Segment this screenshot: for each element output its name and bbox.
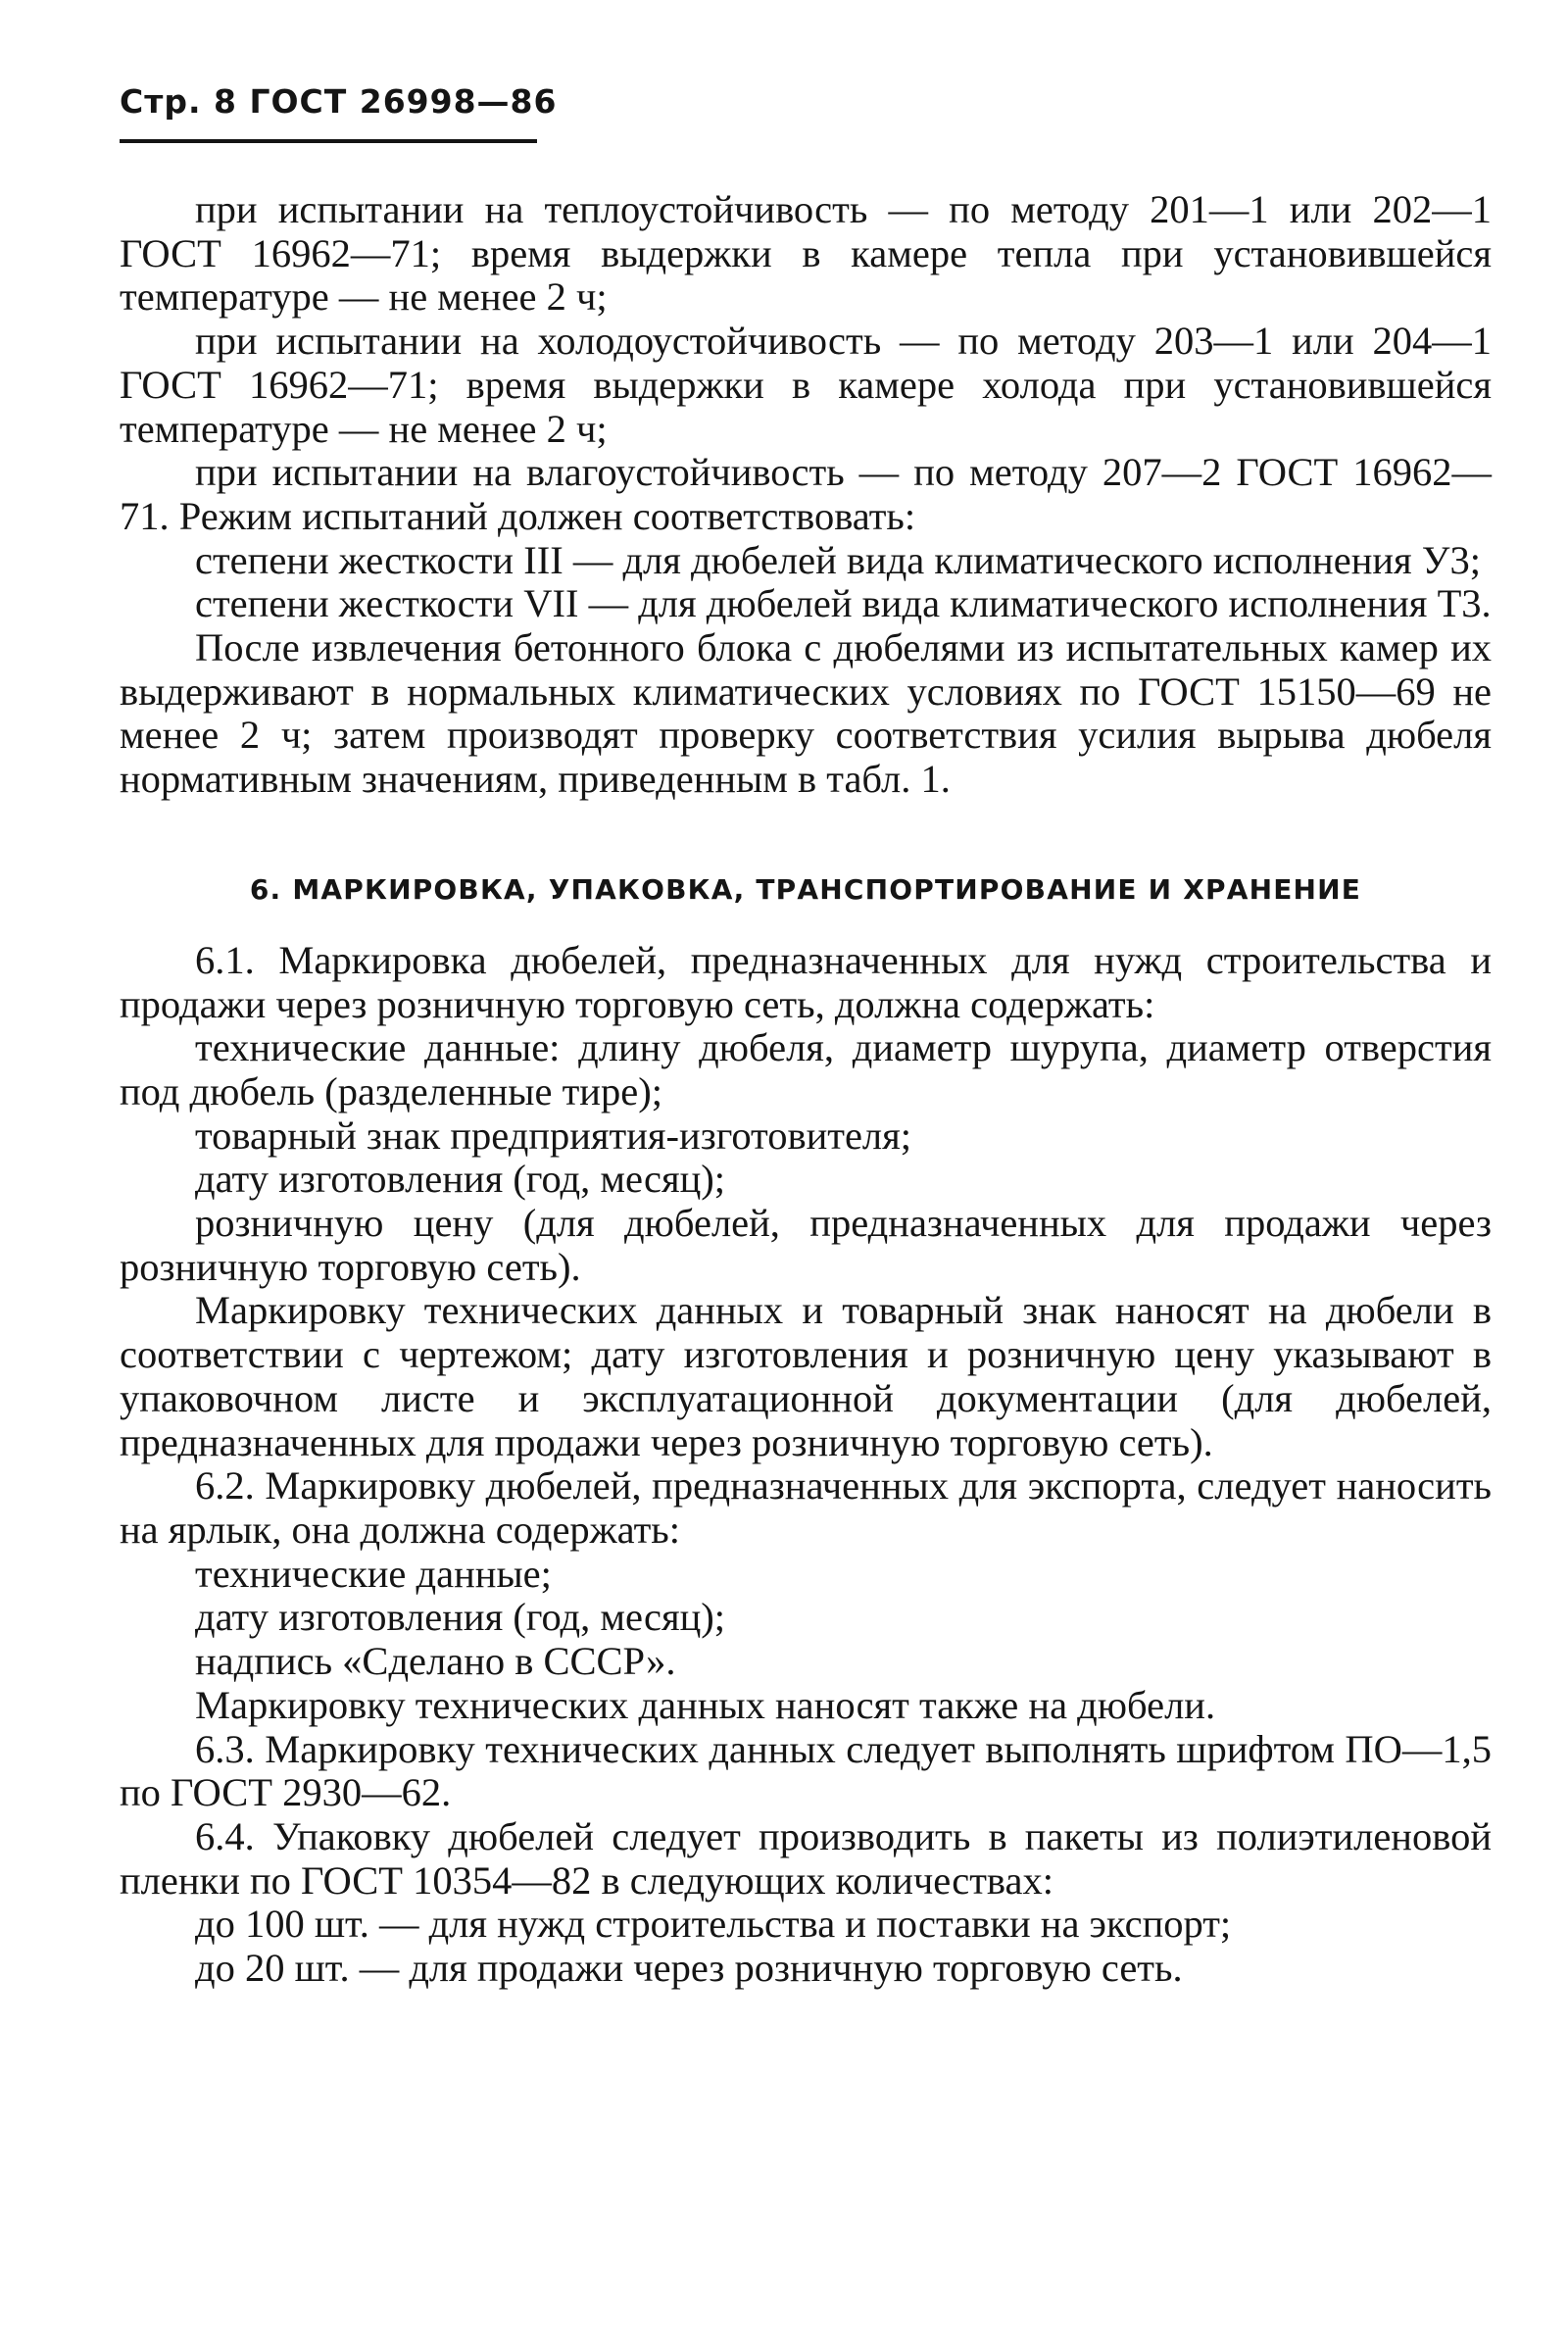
list-item-retail-price: розничную цену (для дюбелей, предназначенных для продажи через розничную торговую сеть). bbox=[120, 1201, 1492, 1289]
paragraph-marking-application: Маркировку технических данных и товарный знак наносят на дюбели в соответствии с чертежом; дату изготовления и розничную цену указывают в упаковочном листе и эксплуатационной документации (для дюбелей, предназначенных для продажи через розничную торговую сеть). bbox=[120, 1288, 1492, 1464]
paragraph-moisture-resistance: при испытании на влагоустойчивость — по методу 207—2 ГОСТ 16962—71. Режим испытаний должен соответствовать: bbox=[120, 450, 1492, 538]
paragraph-heat-resistance: при испытании на теплоустойчивость — по методу 201—1 или 202—1 ГОСТ 16962—71; время выдержки в камере тепла при установившейся температуре — не менее 2 ч; bbox=[120, 187, 1492, 320]
list-item-up-to-20: до 20 шт. — для продажи через розничную торговую сеть. bbox=[195, 1946, 1183, 1991]
list-item-technical-data: технические данные: длину дюбеля, диаметр шурупа, диаметр отверстия под дюбель (разделенные тире); bbox=[120, 1025, 1492, 1113]
list-item-made-in-ussr: надпись «Сделано в СССР». bbox=[195, 1639, 676, 1684]
paragraph-6-3: 6.3. Маркировку технических данных следует выполнять шрифтом ПО—1,5 по ГОСТ 2930—62. bbox=[120, 1726, 1492, 1815]
list-item-export-date: дату изготовления (год, месяц); bbox=[195, 1595, 726, 1640]
paragraph-6-4: 6.4. Упаковку дюбелей следует производить в пакеты из полиэтиленовой пленки по ГОСТ 10354—82 в следующих количествах: bbox=[120, 1813, 1492, 1903]
paragraph-cold-resistance: при испытании на холодоустойчивость — по методу 203—1 или 204—1 ГОСТ 16962—71; время выдержки в камере холода при установившейся температуре — не менее 2 ч; bbox=[120, 319, 1492, 451]
paragraph-marking-on-dowels: Маркировку технических данных наносят также на дюбели. bbox=[195, 1682, 1216, 1727]
paragraph-severity-vii: степени жесткости VII — для дюбелей вида климатического исполнения Т3. bbox=[195, 581, 1492, 626]
list-item-trademark: товарный знак предприятия-изготовителя; bbox=[195, 1113, 912, 1158]
list-item-up-to-100: до 100 шт. — для нужд строительства и поставки на экспорт; bbox=[195, 1902, 1232, 1947]
paragraph-severity-iii: степени жесткости III — для дюбелей вида климатического исполнения У3; bbox=[195, 537, 1481, 582]
section-title: 6. МАРКИРОВКА, УПАКОВКА, ТРАНСПОРТИРОВАНИЕ И ХРАНЕНИЕ bbox=[249, 872, 1362, 906]
document-body bbox=[120, 188, 1492, 1991]
paragraph-6-2: 6.2. Маркировку дюбелей, предназначенных для экспорта, следует наносить на ярлык, она должна содержать: bbox=[120, 1463, 1492, 1552]
list-item-export-technical-data: технические данные; bbox=[195, 1551, 552, 1596]
header-rule bbox=[120, 139, 537, 143]
list-item-manufacture-date: дату изготовления (год, месяц); bbox=[195, 1157, 726, 1202]
page-header: Стр. 8 ГОСТ 26998—86 bbox=[120, 82, 558, 121]
paragraph-after-extraction: После извлечения бетонного блока с дюбелями из испытательных камер их выдерживают в нормальных климатических условиях по ГОСТ 15150—69 не менее 2 ч; затем производят проверку соответствия усилия вырыва дюбеля нормативным значениям, приведенным в табл. 1. bbox=[120, 625, 1492, 802]
paragraph-6-1: 6.1. Маркировка дюбелей, предназначенных для нужд строительства и продажи через розничную торговую сеть, должна содержать: bbox=[120, 937, 1492, 1026]
